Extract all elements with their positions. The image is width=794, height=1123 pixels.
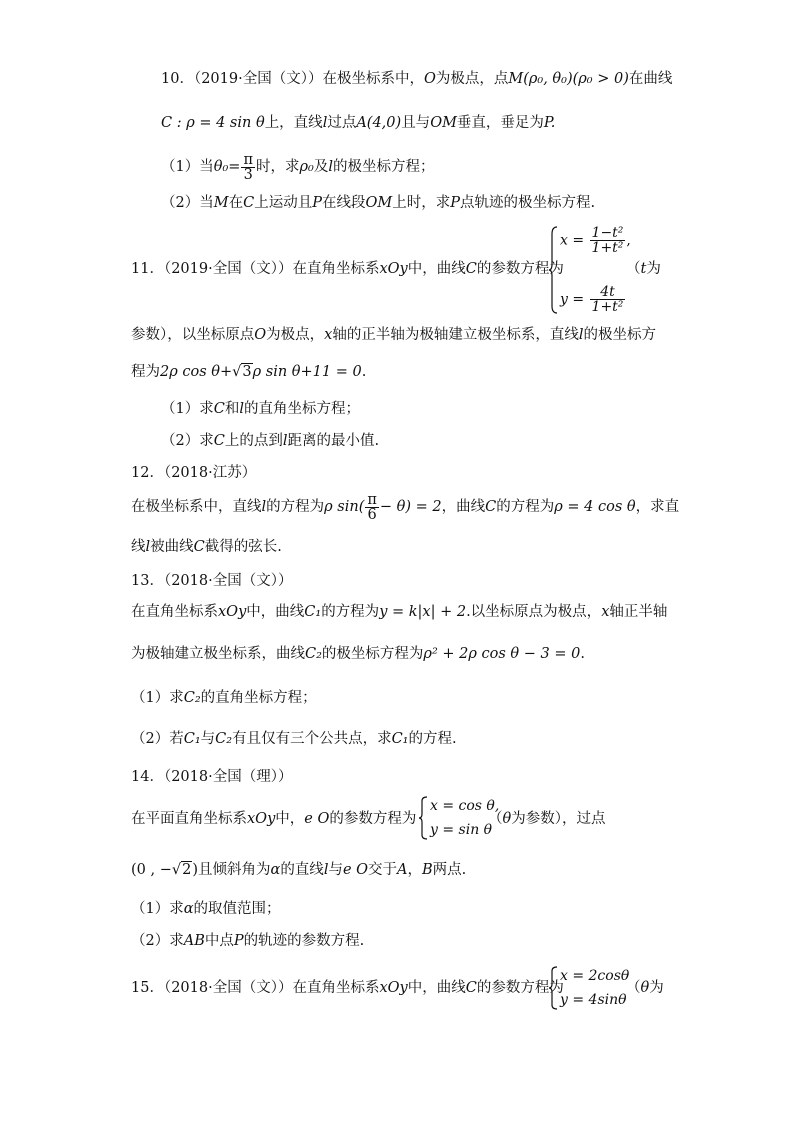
math: C [243, 195, 255, 211]
text: 轴的正半轴为极轴建立极坐标系，直线 [332, 327, 579, 343]
text: 及 [313, 159, 329, 175]
text: 且与 [401, 115, 431, 131]
q13-part1 [131, 687, 317, 709]
math: xOy [218, 604, 247, 620]
q10-part1 [161, 152, 434, 182]
math: C [465, 261, 477, 277]
text: 时，求 [255, 159, 300, 175]
system-row-y: y = 4sinθ [560, 992, 627, 1008]
text: 在线段 [321, 195, 366, 211]
text: 截得的弦长. [204, 539, 282, 555]
text: 的直角坐标方程； [243, 401, 360, 417]
system-row-x: x = 2cosθ [560, 968, 630, 984]
math: O [423, 71, 436, 87]
q12-line1 [131, 492, 679, 522]
math: ρ = 4 cos θ [554, 499, 636, 515]
text: 中，曲线 [407, 261, 466, 277]
text: 的取值范围； [193, 901, 281, 917]
denominator: 1+t² [591, 299, 624, 315]
math: e O [342, 862, 369, 878]
text: 在 [228, 195, 244, 211]
q14-line1-tail [488, 808, 605, 830]
text: 交于 [368, 862, 398, 878]
text: 的方程为 [496, 499, 555, 515]
text: （2）若 [131, 731, 184, 747]
fraction [590, 226, 626, 255]
text: . [361, 364, 367, 380]
math: l [322, 115, 328, 131]
math: O [254, 327, 267, 343]
numerator: 4t [590, 285, 626, 300]
system-row-x [560, 226, 631, 255]
denominator: 3 [243, 166, 253, 183]
text: 15．（2018·全国（文））在直角坐标系 [131, 980, 380, 996]
math: P [233, 933, 244, 949]
math: xOy [379, 261, 408, 277]
math: M [213, 195, 229, 211]
math: − θ) = 2 [379, 499, 442, 515]
fraction [365, 493, 379, 522]
text: 与 [328, 862, 343, 878]
q14-part1 [131, 898, 281, 920]
text: 14．（2018·全国（理）） [131, 769, 293, 785]
q11-line3 [131, 361, 366, 383]
q14-line2 [131, 859, 466, 881]
text: 参数），以坐标原点 [131, 327, 255, 343]
text: 在极坐标系中，直线 [131, 499, 262, 515]
text: 点轨迹的极坐标方程. [459, 195, 596, 211]
math: ρ² + 2ρ cos θ − 3 = 0 [423, 646, 581, 662]
q12-heading [131, 462, 256, 484]
math: C [213, 401, 225, 417]
math: C₁ [391, 731, 409, 747]
text: 过点 [327, 115, 357, 131]
math: 2ρ cos θ+ [160, 364, 233, 380]
text: （1）当 [161, 159, 214, 175]
math: t [640, 261, 647, 277]
math: (0 , − [131, 862, 172, 878]
text: 和 [224, 401, 240, 417]
sqrt-sign: √ [171, 862, 182, 878]
text: 的参数方程为 [476, 980, 564, 996]
q10-line1 [161, 68, 672, 90]
text: 在直角坐标系 [131, 604, 218, 620]
q11-param-system [548, 226, 631, 314]
text: （2）求 [161, 433, 214, 449]
q11-part1 [161, 398, 360, 420]
text: 线 [131, 539, 146, 555]
math: l [282, 433, 288, 449]
text: 为 [646, 261, 661, 277]
text: ，曲线 [441, 499, 486, 515]
math: B [422, 862, 433, 878]
text: 为极点，点 [435, 71, 509, 87]
math-point-m: M(ρ₀, θ₀)(ρ₀ > 0) [508, 71, 629, 87]
text: ， [407, 862, 423, 878]
q13-line2 [131, 643, 585, 665]
math: l [578, 327, 584, 343]
text: （ [626, 980, 641, 996]
math: C [213, 433, 225, 449]
sqrt-radicand: 2 [182, 862, 192, 878]
math: OM [430, 115, 457, 131]
q14-line1 [131, 808, 416, 830]
math: P [450, 195, 460, 211]
math: ) [192, 862, 199, 878]
q11-line2 [131, 324, 656, 346]
q15-line1 [131, 977, 564, 999]
text: （2）当 [161, 195, 214, 211]
math: P [312, 195, 322, 211]
text: 为 [649, 980, 664, 996]
text: 两点. [432, 862, 467, 878]
text: . [580, 646, 585, 662]
math: y = [560, 291, 585, 308]
q15-line1-tail [626, 977, 664, 999]
math: α [270, 862, 281, 878]
system-row-y [560, 285, 631, 314]
fraction [590, 285, 626, 314]
text: 的直角坐标方程； [200, 690, 317, 706]
denominator: 1+t² [591, 240, 624, 256]
text: 上的点到 [224, 433, 283, 449]
text: 的方程为 [266, 499, 325, 515]
text: （2）求 [131, 933, 184, 949]
text: 12．（2018·江苏） [131, 465, 257, 481]
system-rows [558, 966, 629, 1010]
math: y = k|x| + 2 [379, 604, 467, 620]
text: 上，直线 [264, 115, 323, 131]
math: l [323, 862, 329, 878]
text: 有且仅有三个公共点，求 [232, 731, 392, 747]
math: C [193, 539, 205, 555]
math: x [324, 327, 333, 343]
text: 为参数），过点 [511, 811, 606, 827]
q11-part2 [161, 430, 379, 452]
math: l [239, 401, 244, 417]
q11-line1 [131, 258, 564, 280]
math: ρ₀ [299, 159, 314, 175]
q15-param-system [548, 966, 629, 1010]
system-rows [558, 226, 631, 314]
denominator: 6 [367, 506, 377, 523]
q12-line2 [131, 536, 282, 558]
math: C [465, 980, 477, 996]
left-brace [548, 226, 558, 314]
math: x = [560, 232, 585, 249]
q10-part2 [161, 192, 595, 214]
text: 中， [275, 811, 305, 827]
text: 中点 [204, 933, 234, 949]
math: l [261, 499, 267, 515]
math: α [183, 901, 194, 917]
math: A(4,0) [356, 115, 402, 131]
math: C [485, 499, 497, 515]
math: θ [640, 980, 650, 996]
text: 垂直，垂足为 [456, 115, 544, 131]
q10-line2 [161, 112, 555, 134]
text: 为极点， [266, 327, 325, 343]
text: 与 [200, 731, 216, 747]
math: ρ sin θ+11 = 0 [252, 364, 362, 380]
math: ρ sin( [324, 499, 365, 515]
text: 的参数方程为 [329, 811, 417, 827]
text: （1）求 [161, 401, 214, 417]
numerator: π [243, 151, 253, 168]
text: 轴正半轴 [609, 604, 668, 620]
text: 在曲线 [628, 71, 673, 87]
text: ，求直 [635, 499, 680, 515]
text: （1）求 [131, 690, 184, 706]
text: （ [488, 811, 503, 827]
numerator: 1−t² [591, 225, 624, 241]
text: 中，曲线 [407, 980, 466, 996]
numerator: π [367, 491, 377, 508]
text: 的极坐标方 [583, 327, 656, 343]
sqrt-sign: √ [232, 364, 242, 380]
text: （1）求 [131, 901, 184, 917]
q13-heading [131, 570, 292, 592]
math: xOy [379, 980, 408, 996]
text: 的极坐标方程为 [321, 646, 424, 662]
left-brace [548, 966, 558, 1010]
math: C₁ [304, 604, 322, 620]
math: l [145, 539, 151, 555]
math: θ [502, 811, 512, 827]
text: 11．（2019·全国（文））在直角坐标系 [131, 261, 380, 277]
text: 为极轴建立极坐标系，曲线 [131, 646, 305, 662]
q13-part2 [131, 728, 457, 750]
math: θ₀= [213, 159, 241, 175]
q11-line1-tail [626, 258, 661, 280]
fraction [241, 153, 255, 182]
math: OM [365, 195, 393, 211]
text: 的轨迹的参数方程. [243, 933, 365, 949]
text: 上时，求 [392, 195, 451, 211]
q14-heading [131, 766, 292, 788]
q13-line1 [131, 601, 667, 623]
math: C₂ [215, 731, 233, 747]
system-row-y: y = sin θ [430, 822, 493, 838]
text: 上运动且 [254, 195, 313, 211]
text: 中，曲线 [246, 604, 305, 620]
q14-part2 [131, 930, 364, 952]
math: xOy [247, 811, 276, 827]
text: 13．（2018·全国（文）） [131, 573, 293, 589]
math: C₂ [305, 646, 322, 662]
text: 被曲线 [150, 539, 194, 555]
math-curve-c: C : ρ = 4 sin θ [161, 115, 265, 131]
text: 在平面直角坐标系 [131, 811, 247, 827]
sqrt-radicand: 3 [242, 364, 252, 380]
system-row-x: x = cos θ, [430, 798, 500, 814]
text: 的方程. [408, 731, 457, 747]
text: 的极坐标方程； [332, 159, 435, 175]
math: AB [183, 933, 205, 949]
text: .以坐标原点为极点， [466, 604, 602, 620]
math: P. [543, 115, 556, 131]
text: 距离的最小值. [287, 433, 380, 449]
comma: , [626, 232, 631, 249]
math: x [601, 604, 610, 620]
text: 的方程为 [321, 604, 380, 620]
math: A [397, 862, 408, 878]
text: 程为 [131, 364, 160, 380]
math: l [328, 159, 333, 175]
math: C₂ [183, 690, 201, 706]
left-brace [418, 796, 428, 840]
text: 的参数方程为 [476, 261, 564, 277]
text: （ [626, 261, 641, 277]
text: 的直线 [280, 862, 324, 878]
math: e O [304, 811, 330, 827]
text: 且倾斜角为 [198, 862, 271, 878]
text: 10．（2019·全国（文））在极坐标系中， [161, 71, 424, 87]
math: C₁ [183, 731, 201, 747]
